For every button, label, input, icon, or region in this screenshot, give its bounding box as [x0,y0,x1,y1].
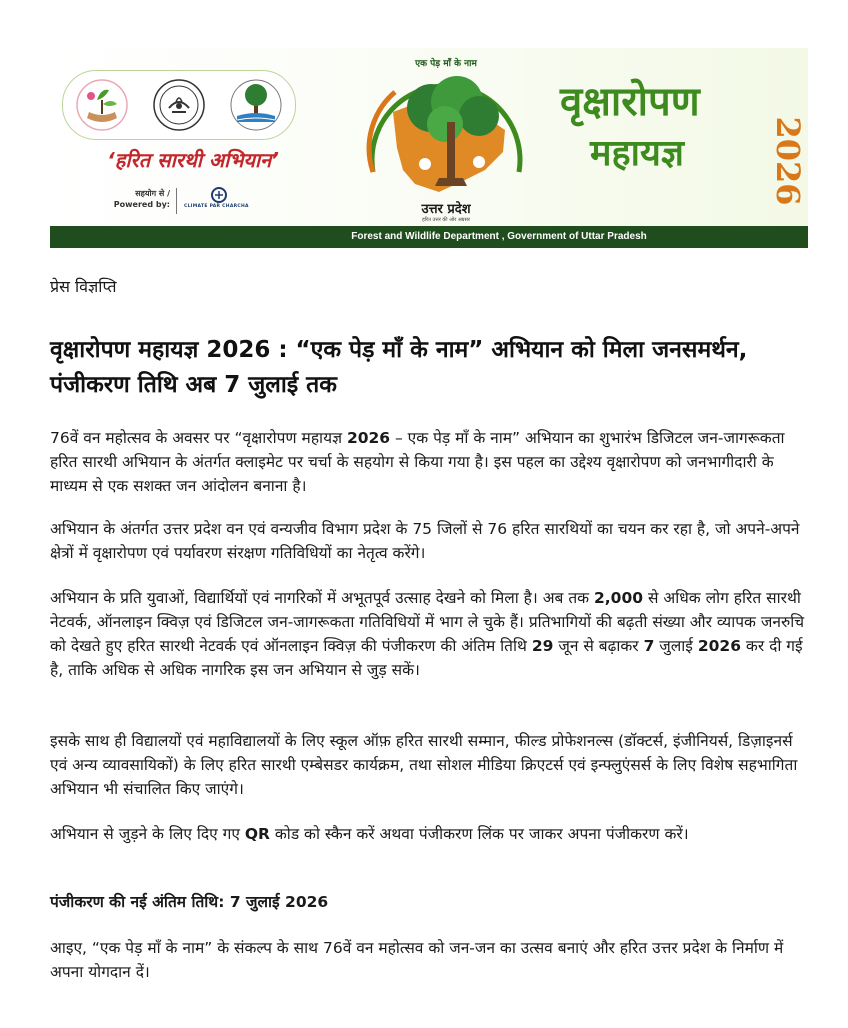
up-government-seal-logo [152,78,206,132]
ek-ped-maa-ke-naam-logo [75,78,129,132]
paragraph-2: अभियान के अंतर्गत उत्तर प्रदेश वन एवं वन्यजीव विभाग प्रदेश के 75 जिलों से 76 हरित सारथियों का चयन कर रहा है, जो अपने-अपने क्षेत्रों में वृक्षारोपण एवं पर्यावरण संरक्षण गतिविधियों का नेतृत्व करेंगे। [50,520,800,562]
p1-year: 2026 [346,429,391,447]
paragraph-3 [50,586,810,682]
forest-department-logo [229,78,283,132]
deadline-day: 7 [229,893,241,911]
state-tagline: हरित उत्तर की ओर अग्रसर [422,217,470,223]
year-text: 2026 [769,116,807,206]
p1-text-c: – एक पेड़ माँ के नाम” अभियान का शुभारंभ डिजिटल जन-जागरूकता हरित सारथी अभियान के अंतर्गत क्लाइमेट पर चर्चा के सहयोग से किया गया है। इस पहल का उद्देश्य वृक्षारोपण को जनभागीदारी के माध्यम से एक सशक्त जन आंदोलन बनाना है। [50,429,785,495]
vriksharopan-title: वृक्षारोपण [560,79,700,125]
harit-sarthi-abhiyan-title: ‘हरित सारथी अभियान’ [107,148,279,172]
p1-text-a: 76वें वन महोत्सव के अवसर पर “वृक्षारोपण महायज्ञ [50,429,347,447]
powered-by-hindi: सहयोग से / [135,189,170,198]
powered-by-block [86,188,296,218]
department-footer: Forest and Wildlife Department , Government of Uttar Pradesh [50,226,808,248]
p3-count: 2,000 [594,589,644,607]
paragraph-5 [50,822,810,846]
paragraph-4: इसके साथ ही विद्यालयों एवं महाविद्यालयों के लिए स्कूल ऑफ़ हरित सारथी सम्मान, फील्ड प्रोफेशनल्स (डॉक्टर्स, इंजीनियर्स, डिज़ाइनर्स एवं अन्य व्यावसायिकों) के लिए हरित सारथी एम्बेसडर कार्यक्रम, तथा सोशल मीडिया क्रिएटर्स एवं इन्फ्लुएंसर्स के लिए विशेष सहभागिता अभियान भी संचालित किए जाएंगे। [50,732,798,798]
press-release-label: प्रेस विज्ञप्ति [50,277,117,296]
deadline-month: जुलाई [240,893,286,911]
header-banner [50,48,808,248]
p5-text-a: अभियान से जुड़ने के लिए दिए गए [50,825,245,843]
divider [176,188,177,214]
headline: वृक्षारोपण महायज्ञ 2026 : “एक पेड़ माँ के नाम” अभियान को मिला जनसमर्थन, पंजीकरण तिथि अब 7 जुलाई तक [50,337,748,398]
paragraph-1 [50,426,810,498]
p5-text-c: कोड को स्कैन करें अथवा पंजीकरण लिंक पर जाकर अपना पंजीकरण करें। [269,825,689,843]
p3-text-i: कर दी गई है, ताकि अधिक से अधिक नागरिक इस जन अभियान से जुड़ सकें। [50,637,803,679]
p3-text-c: से अधिक लोग हरित सारथी नेटवर्क, ऑनलाइन क्विज़ एवं डिजिटल जन-जागरूकता गतिविधियों में भाग ले चुके हैं। प्रतिभागियों की बढ़ती संख्या और व्यापक जनरुचि को देखते हुए हरित सारथी नेटवर्क एवं ऑनलाइन क्विज़ की पंजीकरण की अंतिम तिथि [50,589,805,655]
year-badge [769,96,807,226]
p3-new-day: 7 [643,637,655,655]
p3-text-g: जुलाई [654,637,698,655]
p3-new-year: 2026 [697,637,741,655]
partner-logos-pill [62,70,296,140]
p3-text-e: जून से बढ़ाकर [553,637,644,655]
cfc-icon [206,186,232,204]
p5-qr: QR [244,825,270,843]
cfc-label: CLIMATE PAR CHARCHA [184,204,249,209]
registration-deadline [50,890,810,914]
powered-by-english: Powered by: [113,200,170,209]
deadline-label: पंजीकरण की नई अंतिम तिथि: [50,893,230,911]
uttar-pradesh-tree-emblem [355,52,537,224]
mahayagya-title: महायज्ञ [590,133,684,174]
p3-old-date: 29 [531,637,554,655]
deadline-year: 2026 [285,893,329,911]
powered-by-label [86,188,170,210]
emblem-arc-text: एक पेड़ माँ के नाम [415,59,477,69]
state-name: उत्तर प्रदेश [421,202,471,217]
p3-text-a: अभियान के प्रति युवाओं, विद्यार्थियों एवं नागरिकों में अभूतपूर्व उत्साह देखने को मिला है। अब तक [50,589,594,607]
climate-par-charcha-logo [184,186,264,214]
closing-paragraph: आइए, “एक पेड़ माँ के नाम” के संकल्प के साथ 76वें वन महोत्सव को जन-जन का उत्सव बनाएं और हरित उत्तर प्रदेश के निर्माण में अपना योगदान दें। [50,939,784,981]
